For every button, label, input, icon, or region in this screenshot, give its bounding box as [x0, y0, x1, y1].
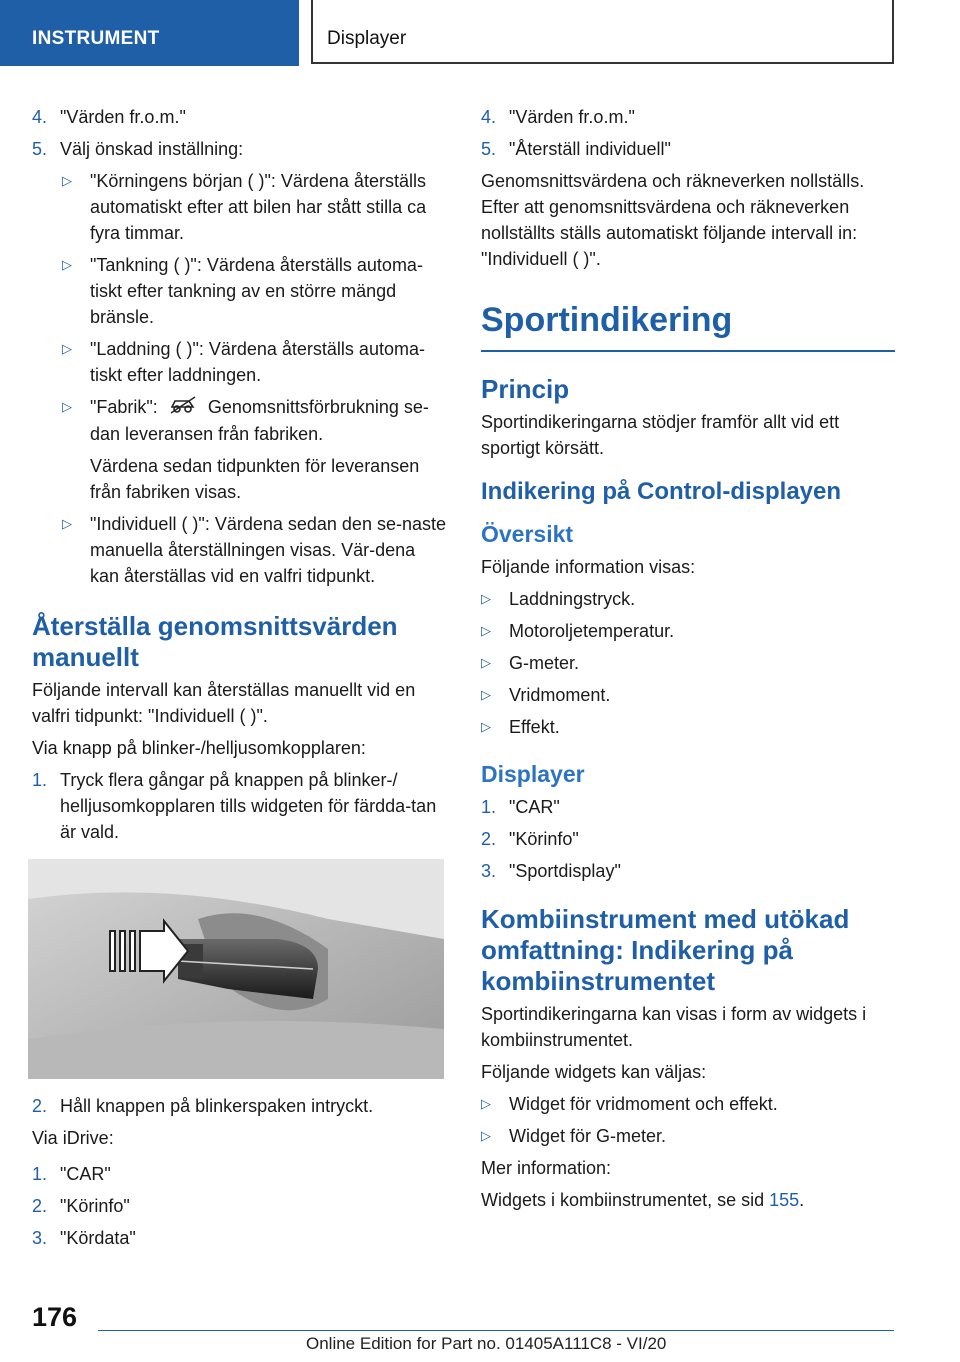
list-item — [32, 1225, 446, 1251]
option-item-fabrik — [32, 394, 446, 447]
page-reference-link[interactable]: 155 — [769, 1190, 800, 1210]
list-item — [32, 767, 446, 845]
list-item — [481, 618, 895, 644]
step-number: 5. — [32, 139, 48, 159]
paragraph: Följande widgets kan väljas: — [481, 1062, 707, 1082]
list-item — [481, 104, 895, 130]
section-heading: Kombiinstrument med utökad omfattning: Indikering på kombiinstrumentet — [481, 904, 850, 996]
triangle-bullet-icon: ▷ — [62, 257, 72, 272]
step-text: "Värden fr.o.m." — [509, 107, 635, 127]
cross-reference — [481, 1187, 895, 1213]
step-text: Håll knappen på blinkerspaken intryckt. — [60, 1096, 374, 1117]
page-number: 176 — [32, 1302, 78, 1332]
section-heading: Indikering på Control-displayen — [481, 478, 842, 505]
triangle-bullet-icon: ▷ — [481, 719, 491, 734]
step-text: "Sportdisplay" — [509, 861, 621, 881]
step-number: 1. — [32, 770, 48, 791]
chapter-title: Displayer — [327, 28, 407, 49]
factory-car-icon — [169, 395, 197, 421]
option-item — [32, 168, 446, 246]
list-item — [481, 650, 895, 676]
step-text: "Kördata" — [60, 1228, 136, 1249]
step-number: 2. — [481, 829, 497, 849]
triangle-bullet-icon: ▷ — [62, 341, 72, 356]
step-number: 2. — [32, 1096, 48, 1117]
section-title: INSTRUMENT — [32, 28, 160, 49]
triangle-bullet-icon: ▷ — [481, 591, 491, 606]
list-item — [32, 136, 446, 162]
list-item — [481, 858, 895, 884]
option-text: "Individuell ( )": Värdena sedan den se-naste manuella återställningen visas. Vär-dena kan återställas vid en valfri tidpunkt. — [90, 514, 446, 587]
step-number: 3. — [481, 861, 497, 881]
list-text: G-meter. — [509, 653, 580, 673]
paragraph: Mer information: — [481, 1158, 612, 1178]
reference-end: . — [799, 1190, 805, 1210]
paragraph: Via iDrive: — [32, 1128, 114, 1149]
step-text: "Körinfo" — [509, 829, 579, 849]
list-item — [481, 136, 895, 162]
triangle-bullet-icon: ▷ — [62, 399, 72, 414]
step-text: Välj önskad inställning: — [60, 139, 244, 159]
paragraph: Genomsnittsvärdena och räkneverken nollställs. Efter att genomsnittsvärdena och räkneverken nollställts ställs automatiskt följande intervall in: "Individuell ( )". — [481, 171, 865, 269]
list-item — [32, 1193, 446, 1219]
step-number: 1. — [481, 797, 497, 817]
right-column — [481, 104, 895, 1219]
list-item — [481, 1123, 895, 1149]
turn-signal-lever-illustration — [28, 859, 444, 1079]
left-column — [32, 104, 446, 1257]
list-item — [32, 104, 446, 130]
list-text: Widget för G-meter. — [509, 1126, 667, 1146]
list-item — [481, 1091, 895, 1117]
list-text: Effekt. — [509, 717, 560, 737]
step-text: "Värden fr.o.m." — [60, 107, 186, 127]
option-item — [32, 336, 446, 388]
option-text: "Körningens början ( )": Värdena återställs automatiskt efter att bilen har stått stilla ca fyra timmar. — [90, 171, 427, 243]
section-heading: Princip — [481, 374, 570, 404]
list-item — [481, 586, 895, 612]
subsection-heading: Översikt — [481, 521, 574, 547]
list-text: Widget för vridmoment och effekt. — [509, 1094, 778, 1114]
step-number: 4. — [481, 107, 497, 127]
fabrik-label: "Fabrik": — [90, 397, 158, 417]
step-number: 3. — [32, 1228, 48, 1249]
footer-text: Online Edition for Part no. 01405A111C8 - VI/20 — [306, 1334, 667, 1353]
list-item — [481, 714, 895, 740]
list-text: Vridmoment. — [509, 685, 611, 705]
step-text: "CAR" — [60, 1164, 111, 1185]
step-text: Tryck flera gångar på knappen på blinker-/ helljusomkopplaren tills widgeten för färdda-tan är vald. — [60, 770, 437, 843]
triangle-bullet-icon: ▷ — [62, 516, 72, 532]
step-text: "CAR" — [509, 797, 560, 817]
list-item — [481, 794, 895, 820]
paragraph: Sportindikeringarna stödjer framför allt vid ett sportigt körsätt. — [481, 412, 840, 458]
list-item — [481, 826, 895, 852]
triangle-bullet-icon: ▷ — [481, 655, 491, 670]
paragraph: Följande information visas: — [481, 557, 696, 577]
list-item — [32, 1093, 446, 1119]
list-item — [481, 682, 895, 708]
step-text: "Återställ individuell" — [509, 139, 671, 159]
chapter-header — [311, 0, 894, 64]
fabrik-text: Genomsnittsförbrukning se-dan leveransen från fabriken. — [90, 397, 429, 445]
subsection-heading: Displayer — [481, 761, 585, 787]
option-item — [32, 252, 446, 330]
paragraph: Sportindikeringarna kan visas i form av widgets i kombiinstrumentet. — [481, 1004, 867, 1050]
page-title: Sportindikering — [481, 300, 895, 352]
list-text: Motoroljetemperatur. — [509, 621, 675, 641]
list-text: Laddningstryck. — [509, 589, 636, 609]
list-item — [32, 1161, 446, 1187]
footer-divider — [98, 1330, 894, 1331]
reference-text: Widgets i kombiinstrumentet, se sid — [481, 1190, 770, 1210]
triangle-bullet-icon: ▷ — [62, 173, 72, 188]
section-tab — [0, 0, 299, 66]
section-heading: Återställa genomsnittsvärden manuellt — [32, 611, 398, 673]
triangle-bullet-icon: ▷ — [481, 1128, 491, 1143]
option-text: "Laddning ( )": Värdena återställs automa-tiskt efter laddningen. — [90, 339, 425, 385]
step-number: 5. — [481, 139, 497, 159]
step-number: 2. — [32, 1196, 48, 1217]
step-number: 4. — [32, 107, 48, 127]
triangle-bullet-icon: ▷ — [481, 623, 491, 638]
paragraph: Följande intervall kan återställas manuellt vid en valfri tidpunkt: "Individuell ( )". — [32, 680, 416, 727]
fabrik-paragraph: Värdena sedan tidpunkten för leveransen från fabriken visas. — [90, 456, 420, 503]
paragraph: Via knapp på blinker-/helljusomkopplaren: — [32, 738, 366, 759]
step-number: 1. — [32, 1164, 48, 1185]
option-item — [32, 511, 446, 589]
triangle-bullet-icon: ▷ — [481, 1096, 491, 1111]
triangle-bullet-icon: ▷ — [481, 687, 491, 702]
option-text: "Tankning ( )": Värdena återställs automa-tiskt efter tankning av en större mängd bränsle. — [90, 255, 423, 327]
step-text: "Körinfo" — [60, 1196, 130, 1217]
